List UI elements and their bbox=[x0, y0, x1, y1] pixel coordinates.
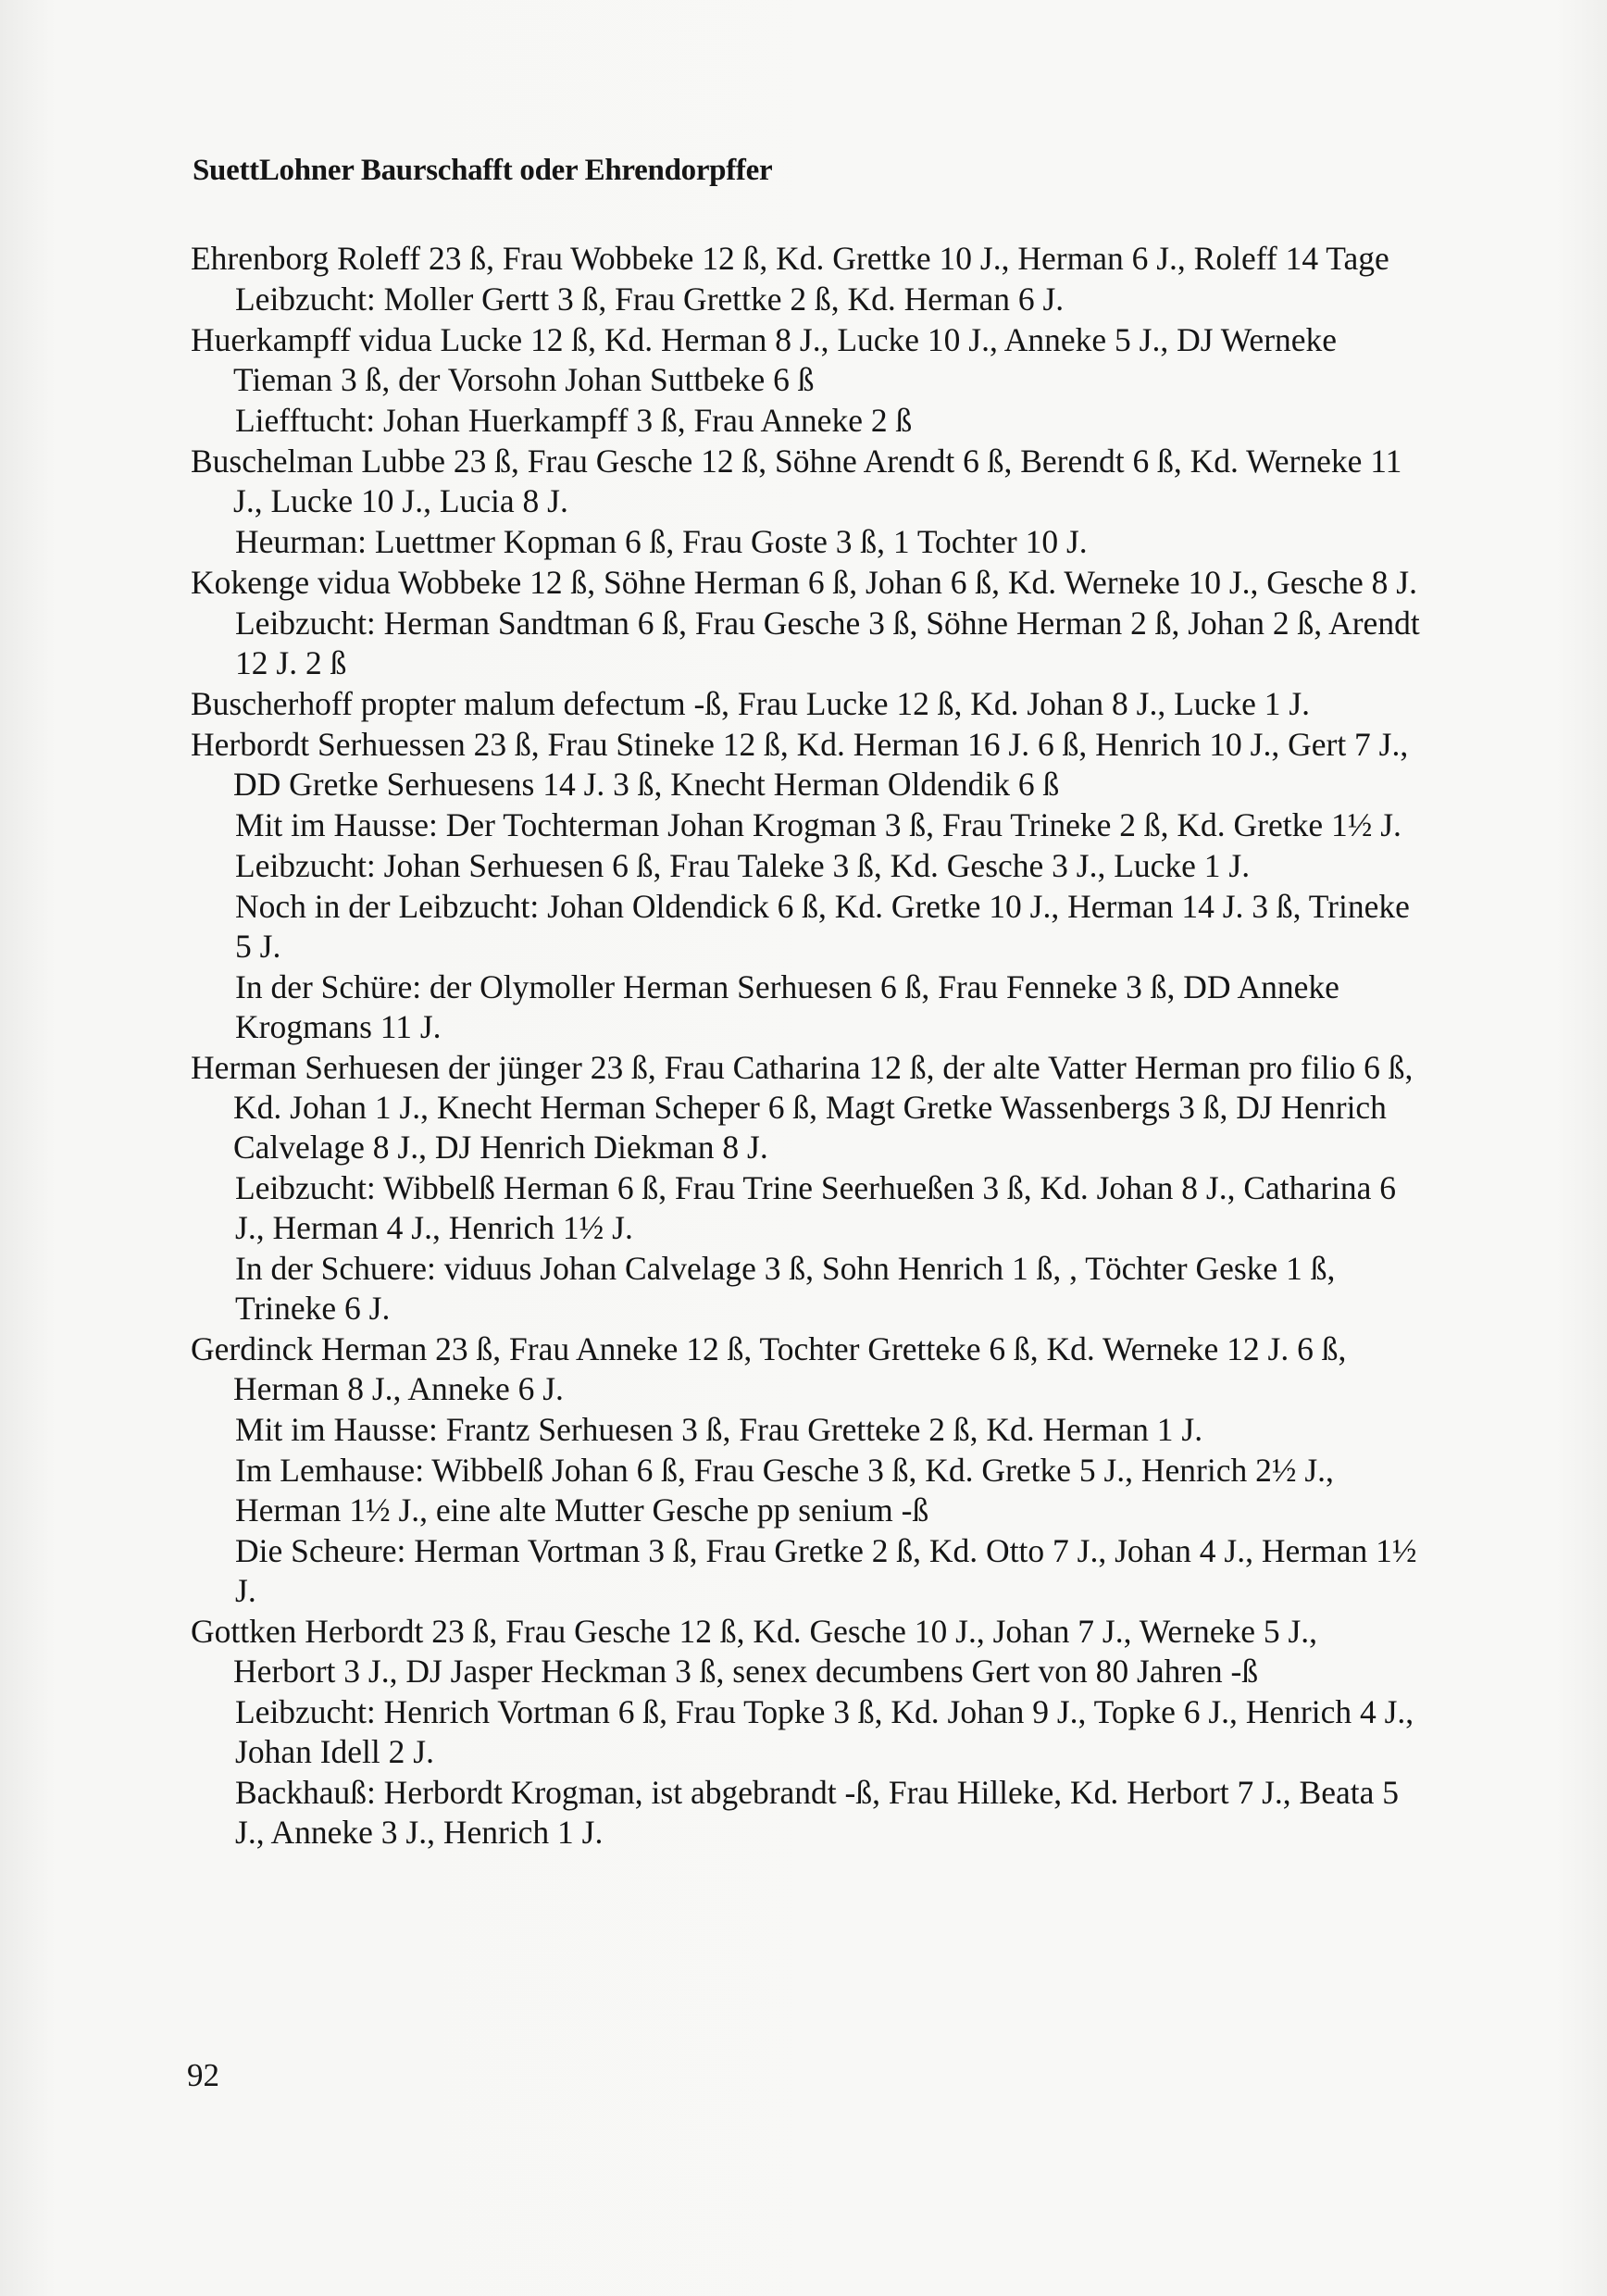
sub-entry: Im Lemhause: Wibbelß Johan 6 ß, Frau Gesche 3 ß, Kd. Gretke 5 J., Henrich 2½ J., Herman 1½ J., eine alte Mutter Gesche pp senium -ß bbox=[235, 1452, 1334, 1529]
household-entry: Huerkampff vidua Lucke 12 ß, Kd. Herman 8 J., Lucke 10 J., Anneke 5 J., DJ Werneke Tieman 3 ß, der Vorsohn Johan Suttbeke 6 ß bbox=[191, 321, 1338, 398]
section-title: SuettLohner Baurschafft oder Ehrendorpffer bbox=[193, 154, 773, 187]
household-entry: Herman Serhuesen der jünger 23 ß, Frau Catharina 12 ß, der alte Vatter Herman pro filio 6 ß, Kd. Johan 1 J., Knecht Herman Scheper 6 ß, Magt Gretke Wassenbergs 3 ß, DJ Henrich Calvelage 8 J., DJ Henrich Diekman 8 J. bbox=[191, 1049, 1414, 1166]
household-entry: Herbordt Serhuessen 23 ß, Frau Stineke 12 ß, Kd. Herman 16 J. 6 ß, Henrich 10 J., Gert 7 J., DD Gretke Serhuesens 14 J. 3 ß, Knecht Herman Oldendik 6 ß bbox=[191, 726, 1409, 803]
sub-entry: Mit im Hausse: Der Tochterman Johan Krogman 3 ß, Frau Trineke 2 ß, Kd. Gretke 1½ J. bbox=[235, 806, 1401, 843]
household-entry: Buschelman Lubbe 23 ß, Frau Gesche 12 ß, Söhne Arendt 6 ß, Berendt 6 ß, Kd. Werneke 11 J., Lucke 10 J., Lucia 8 J. bbox=[191, 443, 1402, 519]
sub-entry: In der Schuere: viduus Johan Calvelage 3 ß, Sohn Henrich 1 ß, , Töchter Geske 1 ß, Trineke 6 J. bbox=[235, 1250, 1336, 1327]
household-entry: Gottken Herbordt 23 ß, Frau Gesche 12 ß, Kd. Gesche 10 J., Johan 7 J., Werneke 5 J., Herbort 3 J., DJ Jasper Heckman 3 ß, senex decumbens Gert von 80 Jahren -ß bbox=[191, 1613, 1318, 1690]
sub-entry: Mit im Hausse: Frantz Serhuesen 3 ß, Frau Gretteke 2 ß, Kd. Herman 1 J. bbox=[235, 1411, 1203, 1448]
sub-entry: Liefftucht: Johan Huerkampff 3 ß, Frau Anneke 2 ß bbox=[235, 402, 913, 439]
sub-entry: Leibzucht: Herman Sandtman 6 ß, Frau Gesche 3 ß, Söhne Herman 2 ß, Johan 2 ß, Arendt 12 J. 2 ß bbox=[235, 605, 1420, 681]
sub-entry: Leibzucht: Moller Gertt 3 ß, Frau Grettke 2 ß, Kd. Herman 6 J. bbox=[235, 281, 1065, 318]
sub-entry: Leibzucht: Wibbelß Herman 6 ß, Frau Trine Seerhueßen 3 ß, Kd. Johan 8 J., Catharina 6 J., Herman 4 J., Henrich 1½ J. bbox=[235, 1169, 1396, 1246]
page-number: 92 bbox=[187, 2057, 219, 2093]
household-entry: Kokenge vidua Wobbeke 12 ß, Söhne Herman 6 ß, Johan 6 ß, Kd. Werneke 10 J., Gesche 8 J. bbox=[191, 564, 1417, 601]
household-entry: Ehrenborg Roleff 23 ß, Frau Wobbeke 12 ß, Kd. Grettke 10 J., Herman 6 J., Roleff 14 Tage bbox=[191, 240, 1389, 277]
household-entry: Buscherhoff propter malum defectum -ß, Frau Lucke 12 ß, Kd. Johan 8 J., Lucke 1 J. bbox=[191, 685, 1311, 722]
sub-entry: Die Scheure: Herman Vortman 3 ß, Frau Gretke 2 ß, Kd. Otto 7 J., Johan 4 J., Herman 1½ J. bbox=[235, 1532, 1417, 1609]
sub-entry: In der Schüre: der Olymoller Herman Serhuesen 6 ß, Frau Fenneke 3 ß, DD Anneke Krogmans 11 J. bbox=[235, 968, 1339, 1045]
sub-entry: Noch in der Leibzucht: Johan Oldendick 6 ß, Kd. Gretke 10 J., Herman 14 J. 3 ß, Trineke 5 J. bbox=[235, 888, 1410, 965]
register-body bbox=[191, 239, 1422, 1853]
sub-entry: Backhauß: Herbordt Krogman, ist abgebrandt -ß, Frau Hilleke, Kd. Herbort 7 J., Beata 5 J., Anneke 3 J., Henrich 1 J. bbox=[235, 1774, 1399, 1851]
household-entry: Gerdinck Herman 23 ß, Frau Anneke 12 ß, Tochter Gretteke 6 ß, Kd. Werneke 12 J. 6 ß, Herman 8 J., Anneke 6 J. bbox=[191, 1330, 1347, 1407]
sub-entry: Leibzucht: Henrich Vortman 6 ß, Frau Topke 3 ß, Kd. Johan 9 J., Topke 6 J., Henrich 4 J., Johan Idell 2 J. bbox=[235, 1693, 1414, 1770]
sub-entry: Leibzucht: Johan Serhuesen 6 ß, Frau Taleke 3 ß, Kd. Gesche 3 J., Lucke 1 J. bbox=[235, 847, 1251, 884]
sub-entry: Heurman: Luettmer Kopman 6 ß, Frau Goste 3 ß, 1 Tochter 10 J. bbox=[235, 523, 1088, 560]
